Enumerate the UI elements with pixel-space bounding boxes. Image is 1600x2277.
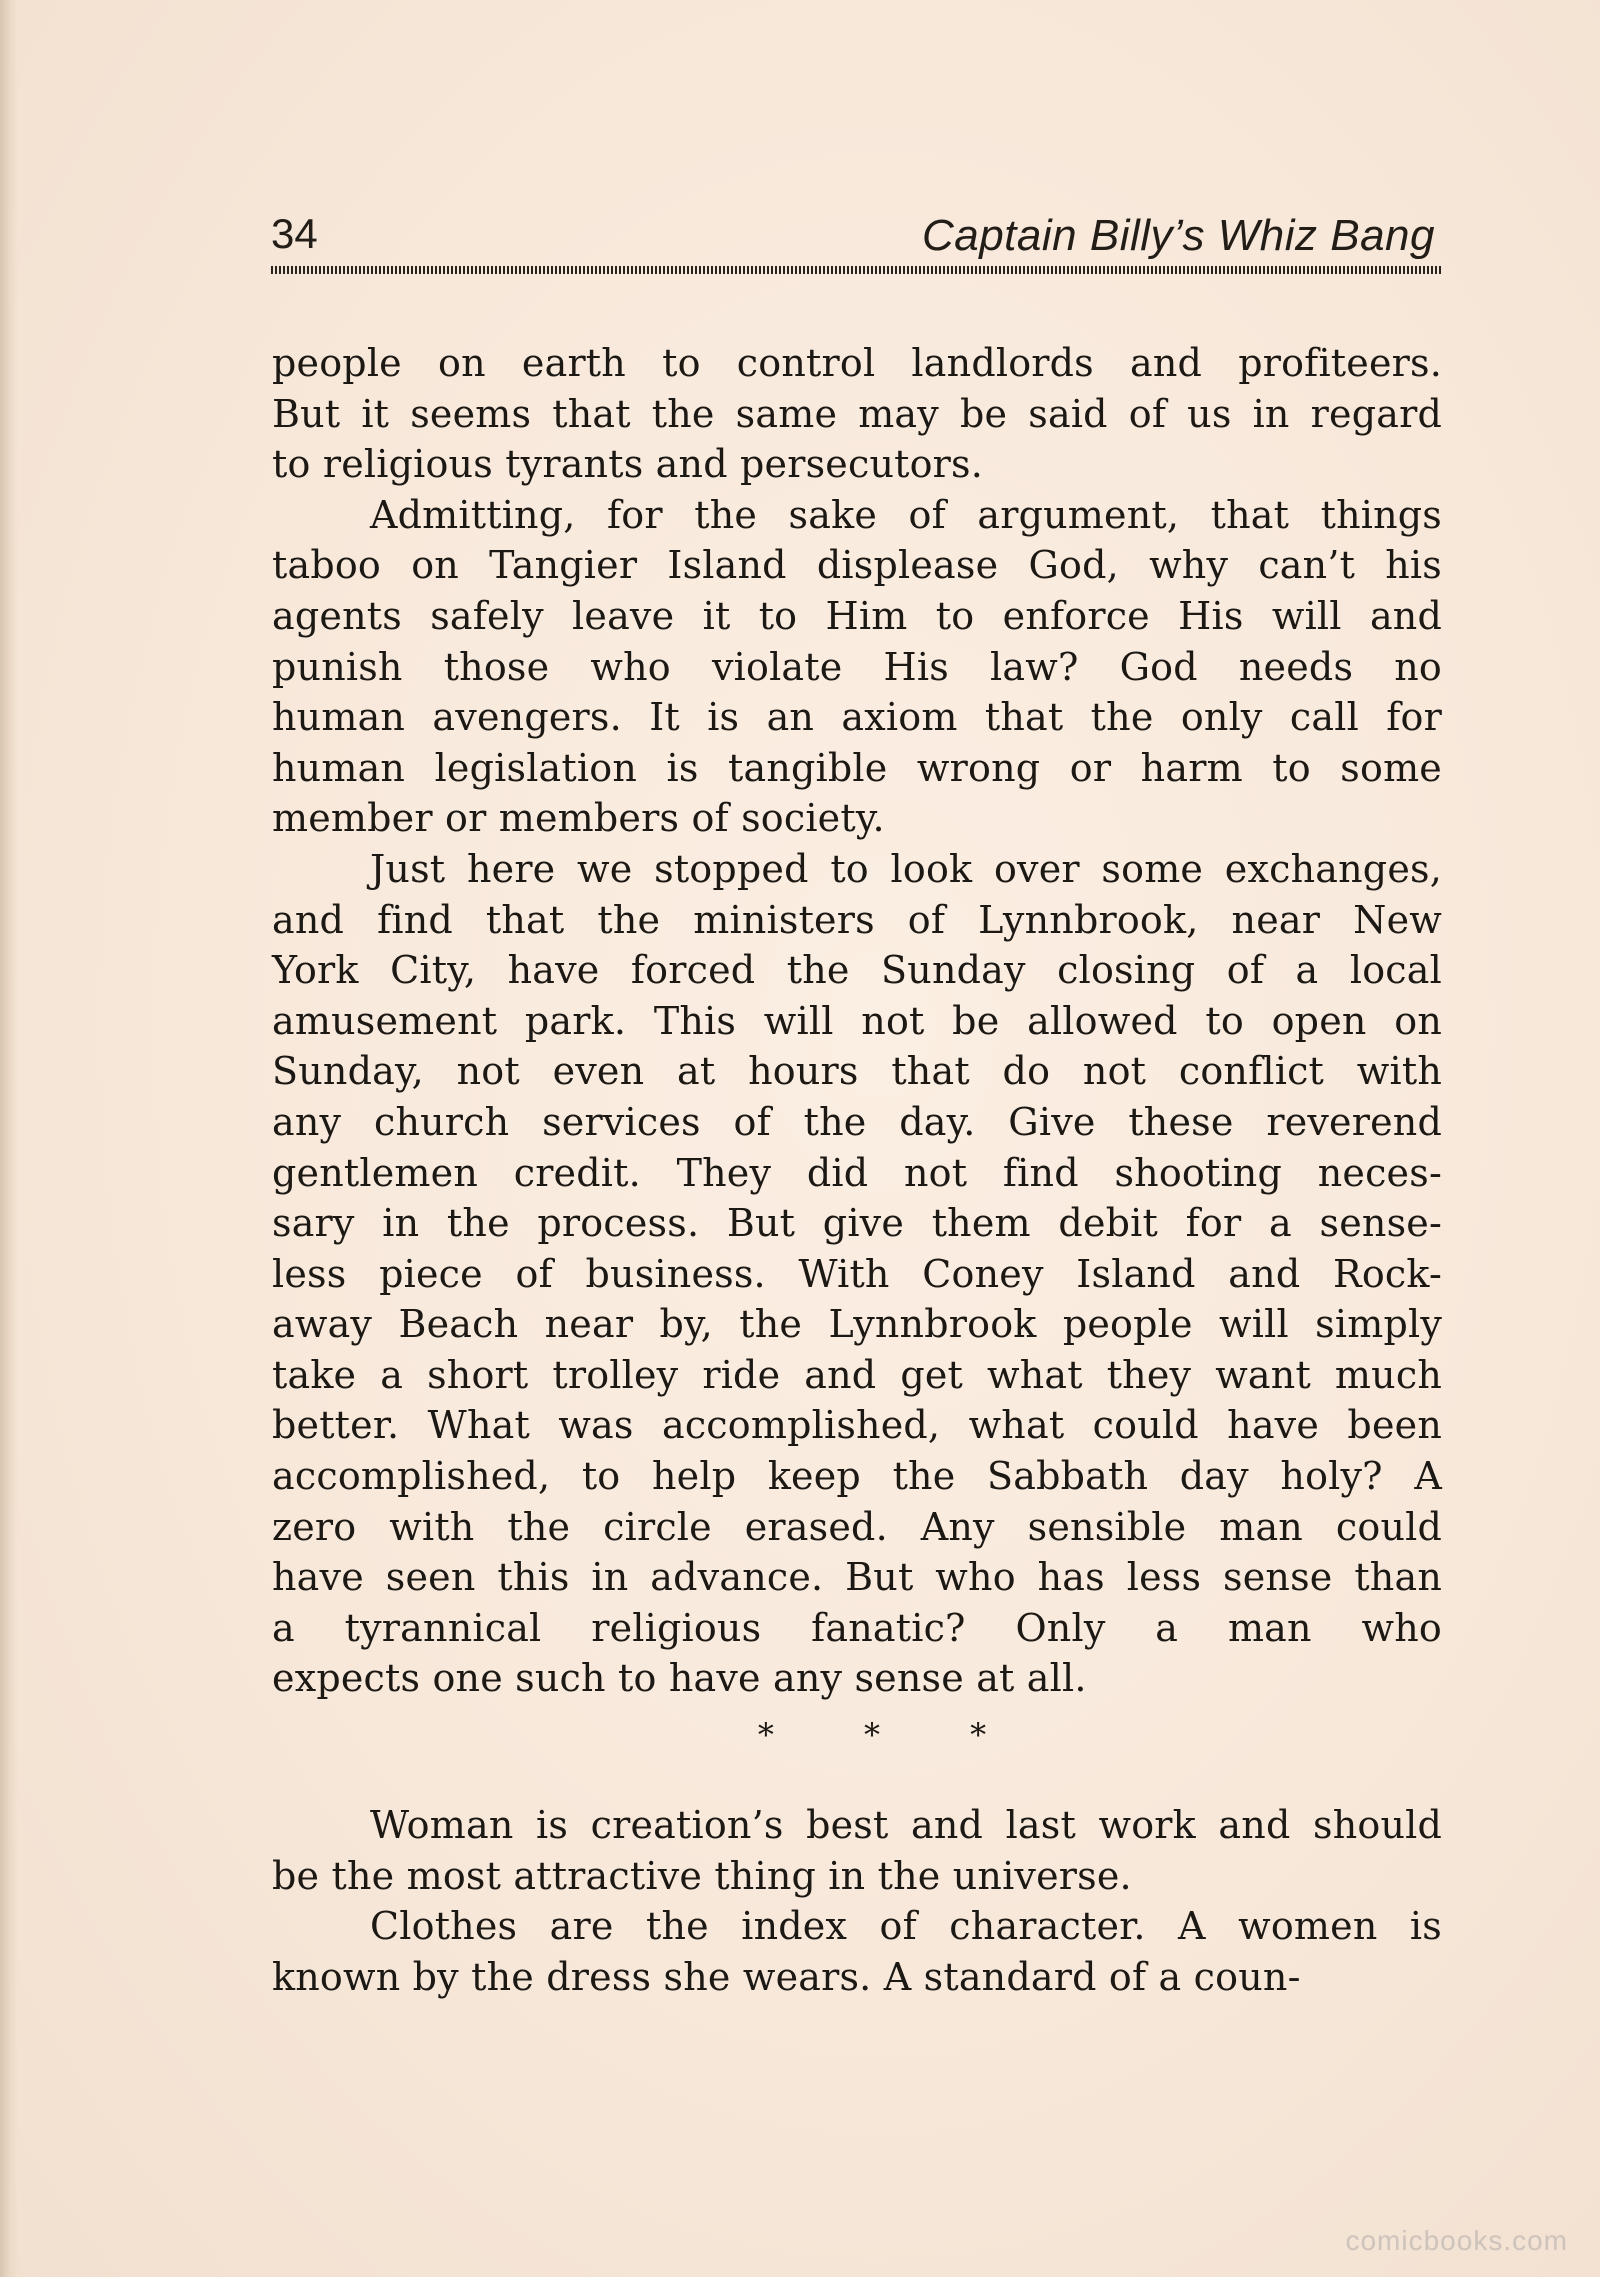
text-line: better. What was accomplished, what could have been <box>272 1403 1442 1448</box>
text-line: agents safely leave it to Him to enforce His will and <box>272 593 1442 638</box>
text-line: Woman is creation’s best and last work and should <box>370 1803 1442 1848</box>
text-line: people on earth to control landlords and profiteers. <box>272 341 1442 385</box>
text-line: any church services of the day. Give these reverend <box>272 1099 1442 1144</box>
page-binding-edge <box>0 0 18 2277</box>
text-line: taboo on Tangier Island displease God, why can’t his <box>272 543 1442 588</box>
text-line: and find that the ministers of Lynnbrook, near New <box>272 897 1442 942</box>
text-line: less piece of business. With Coney Island and Rock- <box>272 1251 1442 1296</box>
paragraph <box>272 1800 1442 1901</box>
text-line: zero with the circle erased. Any sensible man could <box>272 1504 1442 1549</box>
running-title: Captain Billy’s Whiz Bang <box>921 211 1435 260</box>
text-line: human avengers. It is an axiom that the only call for <box>272 695 1442 740</box>
page-number: 34 <box>271 210 318 257</box>
text-line: take a short trolley ride and get what they want much <box>272 1352 1442 1397</box>
paragraph <box>272 338 1442 490</box>
text-line: accomplished, to help keep the Sabbath day holy? A <box>272 1454 1442 1499</box>
text-line: human legislation is tangible wrong or harm to some <box>272 745 1442 790</box>
paragraphs-after-separator <box>272 1800 1442 2002</box>
paragraph <box>272 490 1442 844</box>
text-line: Sunday, not even at hours that do not conflict with <box>272 1049 1442 1094</box>
text-line: amusement park. This will not be allowed to open on <box>272 998 1442 1043</box>
separator-gap <box>272 1772 1442 1800</box>
page-header <box>271 208 1441 280</box>
separator-asterisk: * <box>757 1716 774 1755</box>
header-rule <box>271 266 1441 274</box>
section-separator <box>272 1704 1442 1772</box>
text-line: to religious tyrants and persecutors. <box>272 442 984 487</box>
separator-asterisk: * <box>970 1716 987 1755</box>
paragraph <box>272 844 1442 1704</box>
text-line: a tyrannical religious fanatic? Only a man who <box>272 1605 1442 1650</box>
text-line: member or members of society. <box>272 796 885 841</box>
text-line: away Beach near by, the Lynnbrook people will simply <box>272 1302 1442 1347</box>
body-text <box>272 338 1442 2002</box>
paragraph <box>272 1901 1442 2002</box>
text-line: have seen this in advance. But who has less sense than <box>272 1555 1442 1600</box>
text-line: sary in the process. But give them debit for a sense- <box>272 1201 1442 1246</box>
text-line: Clothes are the index of character. A women is <box>370 1904 1442 1949</box>
text-line: gentlemen credit. They did not find shooting neces- <box>272 1150 1442 1195</box>
text-line: Just here we stopped to look over some exchanges, <box>370 846 1442 891</box>
text-line: be the most attractive thing in the universe. <box>272 1853 1132 1898</box>
text-line: expects one such to have any sense at all. <box>272 1656 1087 1701</box>
text-line: known by the dress she wears. A standard of a coun- <box>272 1954 1301 1999</box>
paragraphs-before-separator <box>272 338 1442 1704</box>
text-line: punish those who violate His law? God needs no <box>272 644 1442 689</box>
text-line: But it seems that the same may be said of us in regard <box>272 391 1442 436</box>
separator-asterisk: * <box>864 1716 880 1755</box>
text-line: Admitting, for the sake of argument, that things <box>370 492 1442 537</box>
text-line: York City, have forced the Sunday closing of a local <box>272 948 1442 993</box>
watermark: comicbooks.com <box>1345 2225 1568 2256</box>
